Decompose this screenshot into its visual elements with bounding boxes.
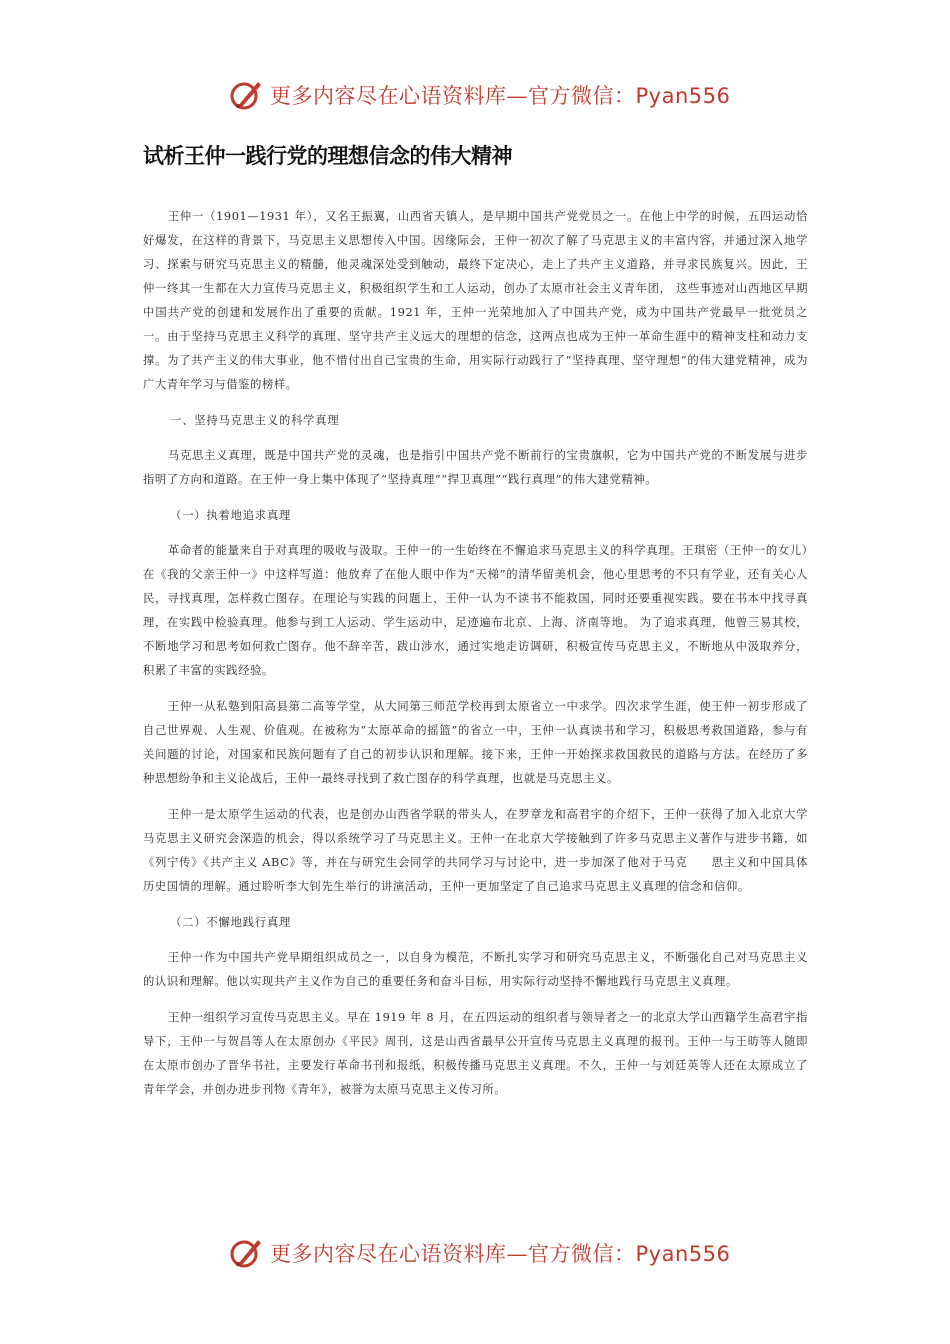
- banner-text: [270, 1238, 730, 1268]
- paragraph: 马克思主义真理，既是中国共产党的灵魂，也是指引中国共产党不断前行的宝贵旗帜，它为中国共产党的不断发展与进步指明了方向和道路。在王仲一身上集中体现了“坚持真理”“捍卫真理”“践行真理”的伟大建党精神。: [143, 449, 808, 486]
- banner-separator: —: [506, 1242, 528, 1266]
- quill-pen-logo-icon: [228, 76, 264, 112]
- banner-wechat-id: Pyan556: [635, 1242, 731, 1266]
- quill-pen-logo-icon: [228, 1234, 264, 1270]
- banner-wechat-label: 官方微信：: [528, 84, 636, 108]
- paragraph: 王仲一是太原学生运动的代表，也是创办山西省学联的带头人，在罗章龙和高君宇的介绍下，王仲一获得了加入北京大学马克思主义研究会深造的机会，得以系统学习了马克思主义。王仲一在北京大学接触到了许多马克思主义著作与进步书籍，如《列宁传》《共产主义 ABC》等，并在与研究生会同学的共同学习与讨论中，进一步加深了他对于马克 思主义和中国具体历史国情的理解。通过聆听李大钊先生举行的讲演活动，王仲一更加坚定了自己追求马克思主义真理的信念和信仰。: [143, 808, 808, 893]
- banner-separator: —: [506, 84, 528, 108]
- paragraph-intro: 王仲一（1901—1931 年），又名王振翼，山西省天镇人，是早期中国共产党党员之一。在他上中学的时候，五四运动恰好爆发，在这样的背景下，马克思主义思想传入中国。因缘际会，王仲一初次了解了马克思主义的丰富内容，并通过深入地学习、探索与研究马克思主义的精髓，他灵魂深处受到触动，最终下定决心，走上了共产主义道路，并寻求民族复兴。因此，王仲一终其一生都在大力宣传马克思主义，积极组织学生和工人运动，创办了太原市社会主义青年团， 这些事迹对山西地区早期中国共产党的创建和发展作出了重要的贡献。1921 年，王仲一光荣地加入了中国共产党，成为中国共产党最早一批党员之一。由于坚持马克思主义科学的真理、坚守共产主义远大的理想的信念，这两点也成为王仲一革命生涯中的精神支柱和动力支撑。为了共产主义的伟大事业，他不惜付出自己宝贵的生命，用实际行动践行了“坚持真理、坚守理想”的伟大建党精神，成为广大青年学习与借鉴的榜样。: [143, 210, 808, 391]
- paragraph: 革命者的能量来自于对真理的吸收与汲取。王仲一的一生始终在不懈追求马克思主义的科学真理。王琪密（王仲一的女儿）在《我的父亲王仲一》中这样写道：他放弃了在他人眼中作为“天梯”的清华留美机会，他心里思考的不只有学业，还有关心人民，寻找真理，怎样救亡图存。在理论与实践的问题上，王仲一认为不读书不能救国，同时还要重视实践。要在书本中找寻真理，在实践中检验真理。他参与到工人运动、学生运动中，足迹遍布北京、上海、济南等地。 为了追求真理，他曾三易其校，不断地学习和思考如何救亡图存。他不辞辛苦，跋山涉水，通过实地走访调研，积极宣传马克思主义，不断地从中汲取养分，积累了丰富的实践经验。: [143, 544, 808, 677]
- header-banner: [0, 76, 950, 116]
- document-body: [143, 205, 808, 1114]
- footer-banner: [0, 1234, 950, 1274]
- paragraph: 王仲一组织学习宣传马克思主义。早在 1919 年 8 月，在五四运动的组织者与领导者之一的北京大学山西籍学生高君宇指导下，王仲一与贺昌等人在太原创办《平民》周刊，这是山西省最早公开宣传马克思主义真理的报刊。王仲一与王昉等人随即在太原市创办了晋华书社，主要发行革命书刊和报纸，积极传播马克思主义真理。不久，王仲一与刘廷英等人还在太原成立了青年学会，并创办进步刊物《青年》，被誉为太原马克思主义传习所。: [143, 1011, 808, 1096]
- paragraph: 王仲一从私塾到阳高县第二高等学堂，从大同第三师范学校再到太原省立一中求学。四次求学生涯，使王仲一初步形成了自己世界观、人生观、价值观。在被称为“太原革命的摇篮”的省立一中，王仲一认真读书和学习，积极思考救国道路，参与有关问题的讨论，对国家和民族问题有了自己的初步认识和理解。接下来，王仲一开始探求救国救民的道路与方法。在经历了多种思想纷争和主义论战后，王仲一最终寻找到了救亡图存的科学真理，也就是马克思主义。: [143, 700, 808, 785]
- subsection-heading-1: （一）执着地追求真理: [170, 509, 292, 522]
- section-heading-1: 一、坚持马克思主义的科学真理: [170, 414, 340, 427]
- banner-main-text: 更多内容尽在心语资料库: [270, 84, 507, 108]
- subsection-heading-2: （二）不懈地践行真理: [170, 916, 292, 929]
- banner-main-text: 更多内容尽在心语资料库: [270, 1242, 507, 1266]
- paragraph: 王仲一作为中国共产党早期组织成员之一，以自身为模范，不断扎实学习和研究马克思主义，不断强化自己对马克思主义的认识和理解。他以实现共产主义作为自己的重要任务和奋斗目标，用实际行动坚持不懈地践行马克思主义真理。: [143, 951, 808, 988]
- banner-wechat-id: Pyan556: [635, 84, 731, 108]
- document-title: 试析王仲一践行党的理想信念的伟大精神: [143, 144, 512, 168]
- banner-text: [270, 80, 730, 110]
- banner-wechat-label: 官方微信：: [528, 1242, 636, 1266]
